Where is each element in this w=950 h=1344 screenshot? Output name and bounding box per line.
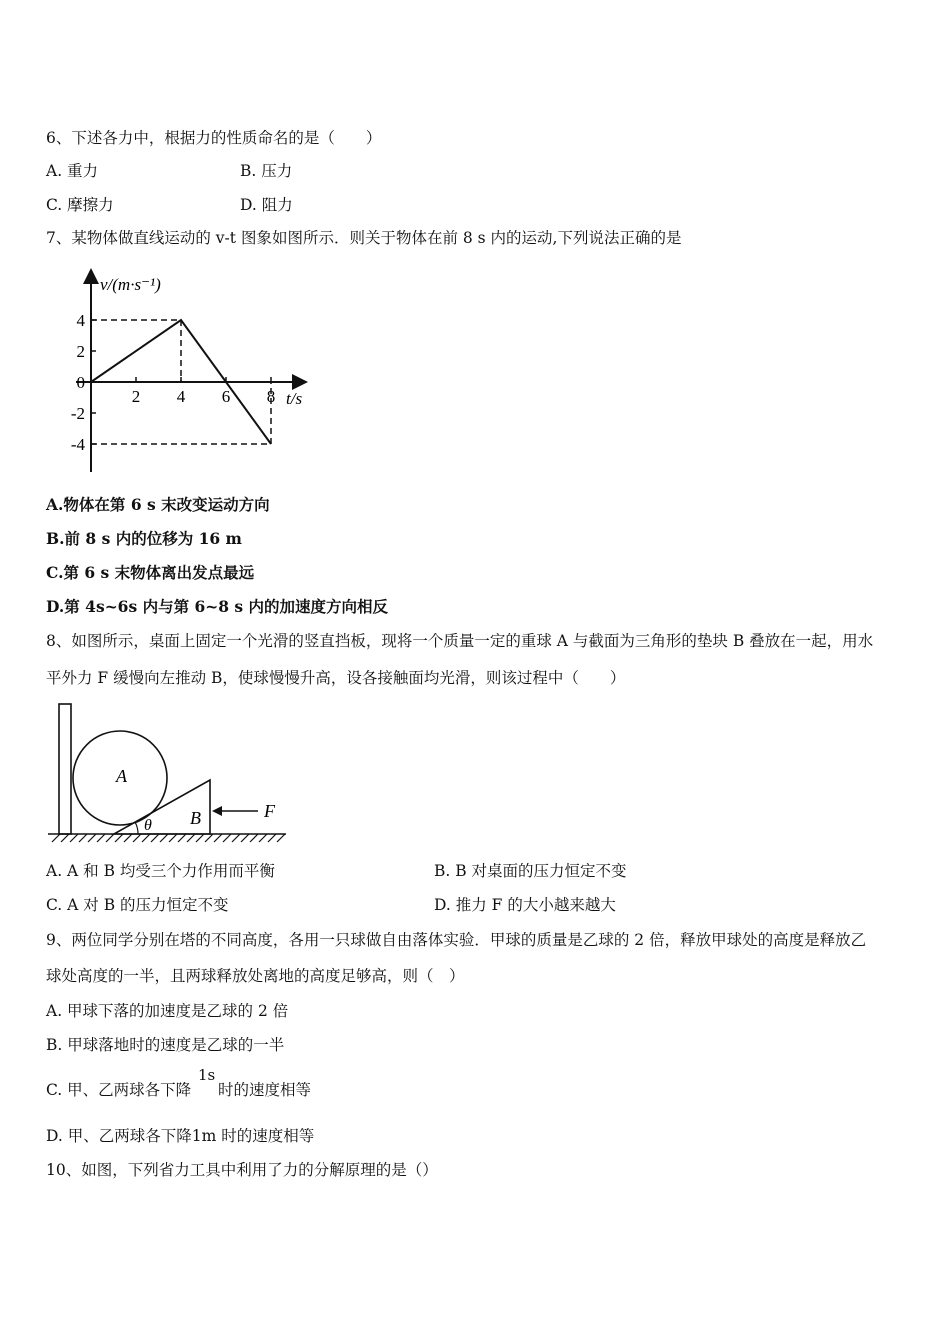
y-tick-label: 0 — [76, 373, 85, 392]
x-tick-label: 2 — [131, 387, 141, 406]
q6-option-b: B. 压力 — [240, 162, 293, 180]
q9-stem-line1: 9、两位同学分别在塔的不同高度，各用一只球做自由落体实验．甲球的质量是乙球的 2 倍，释放甲球处的高度是释放乙 — [46, 931, 867, 949]
q7-option-d: D.第 4s~6s 内与第 6~8 s 内的加速度方向相反 — [46, 597, 389, 616]
angle-arc — [135, 822, 138, 834]
q8-option-d: D. 推力 F 的大小越来越大 — [434, 896, 616, 914]
x-axis-label: t/s — [286, 389, 303, 408]
ball-label: A — [116, 766, 127, 786]
q6-option-c: C. 摩擦力 — [46, 196, 114, 214]
q9-stem-line2: 球处高度的一半，且两球释放处离地的高度足够高，则（ ） — [46, 967, 465, 985]
block-label: B — [190, 808, 201, 828]
q9-option-c-tail: 时的速度相等 — [218, 1081, 312, 1099]
q7-option-b: B.前 8 s 内的位移为 16 m — [46, 529, 242, 548]
x-tick-label: 8 — [266, 387, 276, 406]
y-tick-label: 2 — [76, 342, 85, 361]
q7-option-a: A.物体在第 6 s 末改变运动方向 — [46, 495, 270, 514]
q6-stem: 6、下述各力中，根据力的性质命名的是（ ） — [46, 129, 382, 147]
q7-option-c: C.第 6 s 末物体离出发点最远 — [46, 563, 255, 582]
q8-option-a: A. A 和 B 均受三个力作用而平衡 — [46, 862, 275, 880]
y-tick-label: -4 — [70, 435, 85, 454]
ball-wedge-figure — [46, 700, 296, 848]
y-tick-label: -2 — [70, 404, 85, 423]
q9-option-c-time: 1s — [198, 1066, 216, 1084]
q8-stem-line2: 平外力 F 缓慢向左推动 B，使球慢慢升高，设各接触面均光滑，则该过程中（ ） — [46, 669, 626, 687]
q10-stem: 10、如图，下列省力工具中利用了力的分解原理的是（） — [46, 1161, 438, 1179]
force-arrow-head — [212, 806, 222, 816]
x-tick-label: 4 — [176, 387, 186, 406]
q9-option-b: B. 甲球落地时的速度是乙球的一半 — [46, 1036, 285, 1054]
q8-option-b: B. B 对桌面的压力恒定不变 — [434, 862, 627, 880]
force-label: F — [264, 801, 275, 821]
q7-stem: 7、某物体做直线运动的 v-t 图象如图所示．则关于物体在前 8 s 内的运动,下列说法正确的是 — [46, 229, 682, 247]
vt-graph — [56, 264, 326, 478]
q9-option-d: D. 甲、乙两球各下降1m 时的速度相等 — [46, 1127, 315, 1145]
vertical-wall — [59, 704, 71, 834]
q9-option-c-text: C. 甲、乙两球各下降 — [46, 1081, 192, 1099]
x-tick-label: 6 — [221, 387, 231, 406]
angle-label: θ — [144, 817, 152, 834]
ground-hatching — [52, 834, 285, 842]
y-tick-label: 4 — [76, 311, 85, 330]
q8-option-c: C. A 对 B 的压力恒定不变 — [46, 896, 229, 914]
q8-stem-line1: 8、如图所示，桌面上固定一个光滑的竖直挡板，现将一个质量一定的重球 A 与截面为三角形的垫块 B 叠放在一起，用水 — [46, 632, 874, 650]
q6-option-a: A. 重力 — [46, 162, 99, 180]
y-axis-label: v/(m·s⁻¹) — [100, 275, 161, 294]
q6-option-d: D. 阻力 — [240, 196, 293, 214]
q9-option-a: A. 甲球下落的加速度是乙球的 2 倍 — [46, 1002, 289, 1020]
